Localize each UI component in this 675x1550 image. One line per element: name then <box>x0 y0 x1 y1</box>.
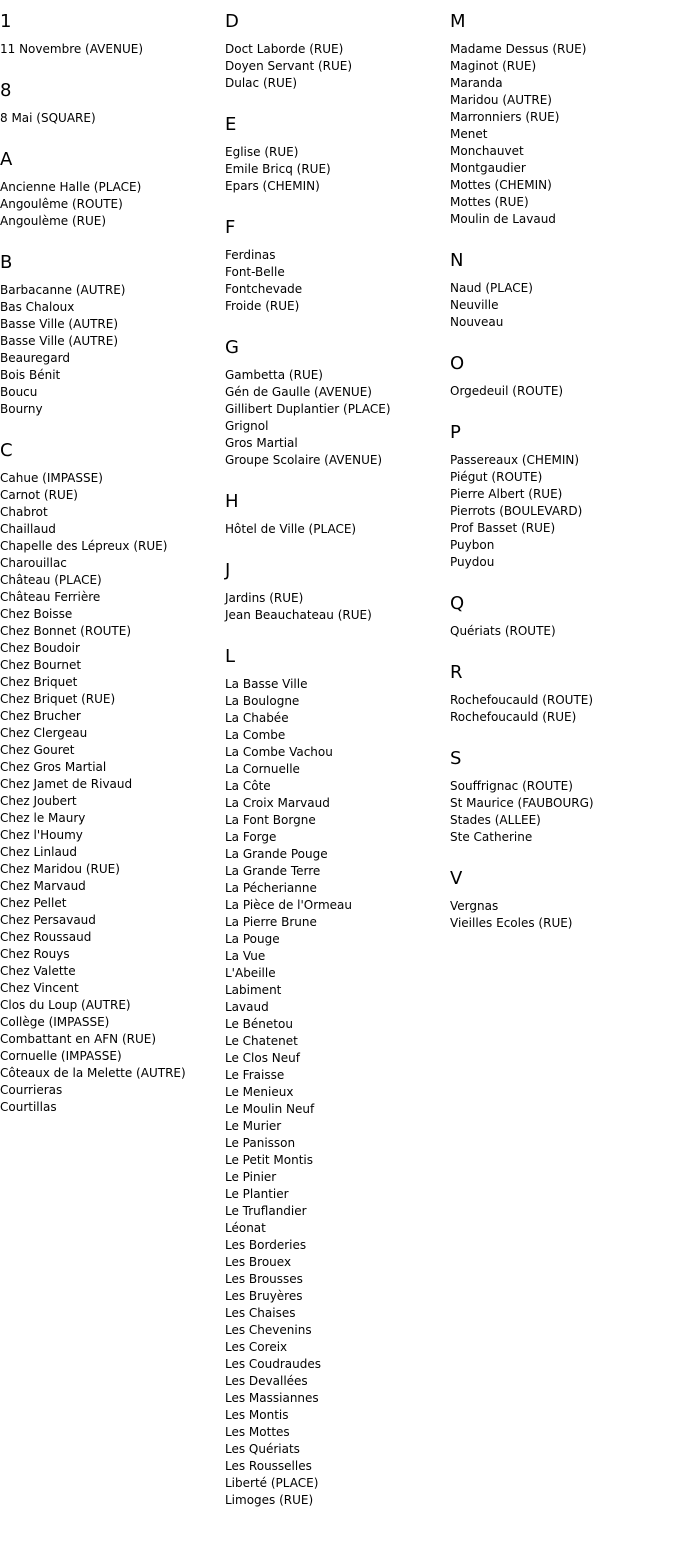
street-link[interactable]: Chez le Maury <box>0 811 86 825</box>
street-link[interactable]: Le Petit Montis <box>225 1153 314 1167</box>
street-link[interactable]: St Maurice (FAUBOURG) <box>450 796 594 810</box>
section-letter-heading: E <box>225 114 237 135</box>
street-link[interactable]: Carnot (RUE) <box>0 488 78 502</box>
street-link[interactable]: Le Panisson <box>225 1136 296 1150</box>
street-link[interactable]: Château (PLACE) <box>0 573 102 587</box>
letter-section <box>450 422 670 571</box>
street-list <box>225 590 445 624</box>
street-link[interactable]: Les Chevenins <box>225 1323 312 1337</box>
street-link[interactable]: Chez Bonnet (ROUTE) <box>0 624 132 638</box>
street-link[interactable]: Puybon <box>450 538 495 552</box>
street-link[interactable]: Jean Beauchateau (RUE) <box>225 608 372 622</box>
street-link[interactable]: L'Abeille <box>225 966 276 980</box>
street-link[interactable]: Vieilles Ecoles (RUE) <box>450 916 573 930</box>
street-list <box>450 692 670 726</box>
street-link[interactable]: Menet <box>450 127 488 141</box>
section-letter-heading: V <box>450 868 463 889</box>
street-link[interactable]: Chaillaud <box>0 522 56 536</box>
street-link[interactable]: Moulin de Lavaud <box>450 212 556 226</box>
street-link[interactable]: La Basse Ville <box>225 677 308 691</box>
street-link[interactable]: La Croix Marvaud <box>225 796 330 810</box>
street-link[interactable]: Grignol <box>225 419 269 433</box>
street-link[interactable]: Chapelle des Lépreux (RUE) <box>0 539 168 553</box>
street-link[interactable]: La Forge <box>225 830 277 844</box>
street-link[interactable]: Bois Bénit <box>0 368 61 382</box>
street-link[interactable]: Le Clos Neuf <box>225 1051 300 1065</box>
street-link[interactable]: La Font Borgne <box>225 813 316 827</box>
street-link[interactable]: Chez Bournet <box>0 658 82 672</box>
street-link[interactable]: Cahue (IMPASSE) <box>0 471 103 485</box>
street-list <box>225 247 445 315</box>
section-letter-heading: 8 <box>0 80 12 101</box>
street-link[interactable]: Froide (RUE) <box>225 299 300 313</box>
section-letter-heading: G <box>225 337 239 358</box>
street-link[interactable]: Monchauvet <box>450 144 524 158</box>
street-link[interactable]: Charouillac <box>0 556 67 570</box>
street-link[interactable]: Le Pinier <box>225 1170 277 1184</box>
street-link[interactable]: Les Massiannes <box>225 1391 319 1405</box>
street-link[interactable]: 11 Novembre (AVENUE) <box>0 42 143 56</box>
letter-section <box>225 11 445 92</box>
street-index-column-2 <box>225 0 445 1531</box>
street-link[interactable]: Les Coudraudes <box>225 1357 322 1371</box>
letter-section <box>225 337 445 469</box>
street-link[interactable]: Les Borderies <box>225 1238 307 1252</box>
street-list <box>0 41 220 58</box>
street-link[interactable]: La Cornuelle <box>225 762 300 776</box>
street-link[interactable]: Chez Jamet de Rivaud <box>0 777 133 791</box>
letter-section <box>0 252 220 418</box>
street-list <box>225 676 445 1509</box>
street-link[interactable]: Les Montis <box>225 1408 289 1422</box>
street-link[interactable]: Maridou (AUTRE) <box>450 93 552 107</box>
street-link[interactable]: Cornuelle (IMPASSE) <box>0 1049 122 1063</box>
street-link[interactable]: Maginot (RUE) <box>450 59 537 73</box>
street-link[interactable]: Collège (IMPASSE) <box>0 1015 110 1029</box>
street-link[interactable]: La Vue <box>225 949 266 963</box>
street-link[interactable]: Fontchevade <box>225 282 303 296</box>
street-link[interactable]: Le Bénetou <box>225 1017 293 1031</box>
street-link[interactable]: Doct Laborde (RUE) <box>225 42 344 56</box>
street-link[interactable]: Gros Martial <box>225 436 298 450</box>
street-link[interactable]: Chez Brucher <box>0 709 81 723</box>
street-link[interactable]: Basse Ville (AUTRE) <box>0 317 119 331</box>
street-link[interactable]: Dulac (RUE) <box>225 76 298 90</box>
letter-section <box>450 748 670 846</box>
street-link[interactable]: Eglise (RUE) <box>225 145 299 159</box>
street-link[interactable]: Hôtel de Ville (PLACE) <box>225 522 357 536</box>
street-link[interactable]: Font-Belle <box>225 265 285 279</box>
street-link[interactable]: Les Quériats <box>225 1442 300 1456</box>
street-index-column-1 <box>0 0 220 1138</box>
street-list <box>0 110 220 127</box>
street-link[interactable]: La Chabée <box>225 711 289 725</box>
letter-section <box>225 114 445 195</box>
section-letter-heading: P <box>450 422 461 443</box>
street-link[interactable]: La Combe <box>225 728 286 742</box>
street-link[interactable]: Piégut (ROUTE) <box>450 470 543 484</box>
street-link[interactable]: Barbacanne (AUTRE) <box>0 283 126 297</box>
street-index-column-3 <box>450 0 670 954</box>
street-link[interactable]: Angoulême (ROUTE) <box>0 197 123 211</box>
section-letter-heading: S <box>450 748 462 769</box>
street-link[interactable]: Chez Briquet <box>0 675 78 689</box>
street-list <box>0 282 220 418</box>
street-link[interactable]: Gén de Gaulle (AVENUE) <box>225 385 372 399</box>
street-link[interactable]: La Pièce de l'Ormeau <box>225 898 352 912</box>
street-link[interactable]: Côteaux de la Melette (AUTRE) <box>0 1066 186 1080</box>
street-link[interactable]: Boucu <box>0 385 38 399</box>
section-letter-heading: A <box>0 149 13 170</box>
street-link[interactable]: Rochefoucauld (ROUTE) <box>450 693 594 707</box>
street-link[interactable]: Le Plantier <box>225 1187 289 1201</box>
street-link[interactable]: Neuville <box>450 298 499 312</box>
street-link[interactable]: Clos du Loup (AUTRE) <box>0 998 131 1012</box>
street-link[interactable]: Ste Catherine <box>450 830 533 844</box>
street-list <box>0 470 220 1116</box>
street-link[interactable]: Groupe Scolaire (AVENUE) <box>225 453 383 467</box>
street-link[interactable]: La Pouge <box>225 932 280 946</box>
street-link[interactable]: Chez Clergeau <box>0 726 88 740</box>
street-link[interactable]: Courrieras <box>0 1083 63 1097</box>
street-link[interactable]: Le Menieux <box>225 1085 294 1099</box>
street-list <box>450 778 670 846</box>
street-link[interactable]: Gillibert Duplantier (PLACE) <box>225 402 391 416</box>
street-link[interactable]: Chez Valette <box>0 964 76 978</box>
letter-section <box>450 868 670 932</box>
street-list <box>225 521 445 538</box>
street-link[interactable]: Naud (PLACE) <box>450 281 533 295</box>
street-link[interactable]: Château Ferrière <box>0 590 101 604</box>
street-link[interactable]: La Grande Terre <box>225 864 321 878</box>
street-link[interactable]: Stades (ALLEE) <box>450 813 541 827</box>
street-list <box>225 144 445 195</box>
section-letter-heading: N <box>450 250 464 271</box>
street-link[interactable]: Ferdinas <box>225 248 276 262</box>
street-link[interactable]: Epars (CHEMIN) <box>225 179 320 193</box>
section-letter-heading: R <box>450 662 463 683</box>
street-link[interactable]: La Grande Pouge <box>225 847 328 861</box>
section-letter-heading: M <box>450 11 466 32</box>
street-link[interactable]: Nouveau <box>450 315 504 329</box>
street-link[interactable]: Chez Gouret <box>0 743 75 757</box>
street-link[interactable]: Combattant en AFN (RUE) <box>0 1032 157 1046</box>
section-letter-heading: F <box>225 217 236 238</box>
section-letter-heading: H <box>225 491 239 512</box>
street-link[interactable]: Passereaux (CHEMIN) <box>450 453 580 467</box>
street-link[interactable]: Les Mottes <box>225 1425 290 1439</box>
street-link[interactable]: Emile Bricq (RUE) <box>225 162 331 176</box>
street-list <box>0 179 220 230</box>
street-link[interactable]: Souffrignac (ROUTE) <box>450 779 573 793</box>
letter-section <box>450 353 670 400</box>
street-link[interactable]: Limoges (RUE) <box>225 1493 314 1507</box>
street-link[interactable]: Ancienne Halle (PLACE) <box>0 180 142 194</box>
street-link[interactable]: Quériats (ROUTE) <box>450 624 556 638</box>
street-link[interactable]: Chez Rouys <box>0 947 70 961</box>
street-link[interactable]: Le Murier <box>225 1119 282 1133</box>
street-link[interactable]: Chez Briquet (RUE) <box>0 692 116 706</box>
street-link[interactable]: Les Bruyères <box>225 1289 303 1303</box>
street-link[interactable]: Le Truflandier <box>225 1204 307 1218</box>
street-link[interactable]: Labiment <box>225 983 282 997</box>
street-link[interactable]: Beauregard <box>0 351 70 365</box>
section-letter-heading: 1 <box>0 11 12 32</box>
street-link[interactable]: Bourny <box>0 402 43 416</box>
street-link[interactable]: Montgaudier <box>450 161 526 175</box>
street-link[interactable]: Chez Vincent <box>0 981 79 995</box>
street-link[interactable]: Mottes (RUE) <box>450 195 529 209</box>
street-link[interactable]: Doyen Servant (RUE) <box>225 59 353 73</box>
street-link[interactable]: Les Brouex <box>225 1255 292 1269</box>
street-link[interactable]: Chez Boisse <box>0 607 73 621</box>
street-link[interactable]: Orgedeuil (ROUTE) <box>450 384 564 398</box>
street-link[interactable]: Pierre Albert (RUE) <box>450 487 563 501</box>
street-link[interactable]: Basse Ville (AUTRE) <box>0 334 119 348</box>
street-link[interactable]: Courtillas <box>0 1100 57 1114</box>
letter-section <box>450 11 670 228</box>
street-link[interactable]: Chabrot <box>0 505 48 519</box>
street-link[interactable]: Chez Gros Martial <box>0 760 107 774</box>
street-list <box>450 41 670 228</box>
section-letter-heading: Q <box>450 593 465 614</box>
street-link[interactable]: Chez Marvaud <box>0 879 86 893</box>
street-list <box>225 367 445 469</box>
letter-section <box>225 560 445 624</box>
street-link[interactable]: Chez Pellet <box>0 896 67 910</box>
section-letter-heading: O <box>450 353 465 374</box>
street-list <box>450 280 670 331</box>
street-link[interactable]: Liberté (PLACE) <box>225 1476 319 1490</box>
letter-section <box>225 217 445 315</box>
section-letter-heading: L <box>225 646 236 667</box>
street-link[interactable]: Prof Basset (RUE) <box>450 521 556 535</box>
street-link[interactable]: Rochefoucauld (RUE) <box>450 710 577 724</box>
street-link[interactable]: Mottes (CHEMIN) <box>450 178 552 192</box>
street-link[interactable]: Marronniers (RUE) <box>450 110 560 124</box>
letter-section <box>0 11 220 58</box>
letter-section <box>450 662 670 726</box>
street-link[interactable]: Les Chaises <box>225 1306 296 1320</box>
street-list <box>450 452 670 571</box>
street-list <box>225 41 445 92</box>
section-letter-heading: D <box>225 11 239 32</box>
street-link[interactable]: Puydou <box>450 555 495 569</box>
street-link[interactable]: Chez Roussaud <box>0 930 92 944</box>
street-link[interactable]: La Côte <box>225 779 271 793</box>
letter-section <box>0 149 220 230</box>
section-letter-heading: C <box>0 440 13 461</box>
street-link[interactable]: Les Rousselles <box>225 1459 312 1473</box>
street-link[interactable]: La Boulogne <box>225 694 300 708</box>
street-link[interactable]: Les Devallées <box>225 1374 308 1388</box>
letter-section <box>450 593 670 640</box>
street-link[interactable]: Jardins (RUE) <box>225 591 304 605</box>
street-link[interactable]: Les Brousses <box>225 1272 303 1286</box>
section-letter-heading: J <box>225 560 231 581</box>
street-link[interactable]: La Pécherianne <box>225 881 317 895</box>
street-link[interactable]: Les Coreix <box>225 1340 288 1354</box>
street-list <box>450 383 670 400</box>
street-link[interactable]: Chez Linlaud <box>0 845 78 859</box>
street-link[interactable]: Chez Joubert <box>0 794 77 808</box>
street-link[interactable]: Le Chatenet <box>225 1034 298 1048</box>
street-link[interactable]: La Combe Vachou <box>225 745 333 759</box>
street-link[interactable]: Le Moulin Neuf <box>225 1102 315 1116</box>
street-link[interactable]: Vergnas <box>450 899 499 913</box>
street-list <box>450 623 670 640</box>
street-link[interactable]: Chez Boudoir <box>0 641 80 655</box>
street-link[interactable]: Chez l'Houmy <box>0 828 83 842</box>
street-link[interactable]: Bas Chaloux <box>0 300 75 314</box>
street-link[interactable]: Gambetta (RUE) <box>225 368 323 382</box>
street-link[interactable]: Chez Persavaud <box>0 913 96 927</box>
street-link[interactable]: Chez Maridou (RUE) <box>0 862 120 876</box>
street-link[interactable]: Maranda <box>450 76 503 90</box>
street-link[interactable]: Le Fraisse <box>225 1068 285 1082</box>
street-link[interactable]: Léonat <box>225 1221 266 1235</box>
section-letter-heading: B <box>0 252 13 273</box>
letter-section <box>225 491 445 538</box>
street-link[interactable]: 8 Mai (SQUARE) <box>0 111 96 125</box>
letter-section <box>0 440 220 1116</box>
street-link[interactable]: Angoulème (RUE) <box>0 214 107 228</box>
street-link[interactable]: La Pierre Brune <box>225 915 317 929</box>
street-link[interactable]: Pierrots (BOULEVARD) <box>450 504 583 518</box>
letter-section <box>225 646 445 1509</box>
street-list <box>450 898 670 932</box>
street-link[interactable]: Madame Dessus (RUE) <box>450 42 587 56</box>
letter-section <box>0 80 220 127</box>
letter-section <box>450 250 670 331</box>
street-link[interactable]: Lavaud <box>225 1000 269 1014</box>
